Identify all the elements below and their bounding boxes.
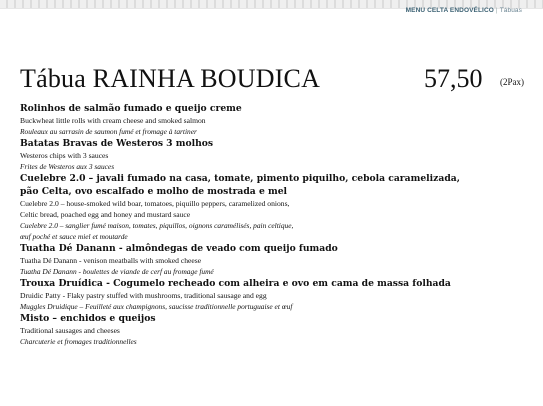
item-title: Rolinhos de salmão fumado e queijo creme — [20, 103, 242, 114]
item-description-fr: Charcuterie et fromages traditionnelles — [20, 337, 137, 346]
breadcrumb-current: Tábuas — [499, 7, 522, 14]
portion-size: (2Pax) — [500, 77, 524, 87]
menu-item — [20, 277, 535, 312]
menu-item — [20, 172, 535, 242]
menu-item — [20, 102, 535, 137]
item-description-fr: Frites de Westeros aux 3 sauces — [20, 162, 115, 171]
page-title: Tábua RAINHA BOUDICA — [20, 64, 321, 93]
item-description-fr: Cuelebre 2.0 – sanglier fumé maison, tomates, piquillos, oignons caramélisés, pain celtique, — [20, 221, 294, 230]
menu-items-list — [20, 102, 535, 347]
breadcrumb — [406, 7, 522, 14]
price: 57,50 — [424, 64, 483, 93]
item-title-continued: pão Celta, ovo escalfado e molho de mostrada e mel — [20, 186, 288, 197]
menu-item — [20, 137, 535, 172]
breadcrumb-separator: | — [495, 7, 498, 14]
item-description-fr: Rouleaux au sarrasin de saumon fumé et fromage à tartiner — [20, 127, 197, 136]
item-description-fr: Tuatha Dé Danann - boulettes de viande de cerf au fromage fumé — [20, 267, 214, 276]
item-title: Misto – enchidos e queijos — [20, 313, 156, 324]
item-description-fr-continued: œuf poché et sauce miel et moutarde — [20, 232, 128, 241]
item-description-en: Buckwheat little rolls with cream cheese and smoked salmon — [20, 116, 206, 125]
item-description-en: Tuatha Dé Danann - venison meatballs with smoked cheese — [20, 256, 202, 265]
menu-header — [20, 64, 530, 98]
item-description-fr: Muggles Druidique – Feuilleté aux champignons, saucisse traditionnelle portuguaise et œuf — [20, 302, 293, 311]
menu-item — [20, 312, 535, 347]
breadcrumb-menu-link[interactable]: MENU CELTA ENDOVÉLICO — [405, 7, 494, 14]
item-description-en: Druidic Patty - Flaky pastry stuffed with mushrooms, traditional sausage and egg — [20, 291, 267, 300]
item-title: Tuatha Dé Danann - almôndegas de veado com queijo fumado — [20, 243, 338, 254]
item-title: Cuelebre 2.0 – javali fumado na casa, tomate, pimento piquilho, cebola caramelizada, — [20, 173, 460, 184]
item-description-en: Cuelebre 2.0 – house-smoked wild boar, tomatoes, piquillo peppers, caramelized onions, — [20, 199, 290, 208]
item-title: Batatas Bravas de Westeros 3 molhos — [20, 138, 214, 149]
item-description-en: Westeros chips with 3 sauces — [20, 151, 109, 160]
item-description-en: Traditional sausages and cheeses — [20, 326, 120, 335]
item-description-en-continued: Celtic bread, poached egg and honey and mustard sauce — [20, 210, 191, 219]
item-title: Trouxa Druídica - Cogumelo recheado com alheira e ovo em cama de massa folhada — [20, 278, 451, 289]
menu-item — [20, 242, 535, 277]
